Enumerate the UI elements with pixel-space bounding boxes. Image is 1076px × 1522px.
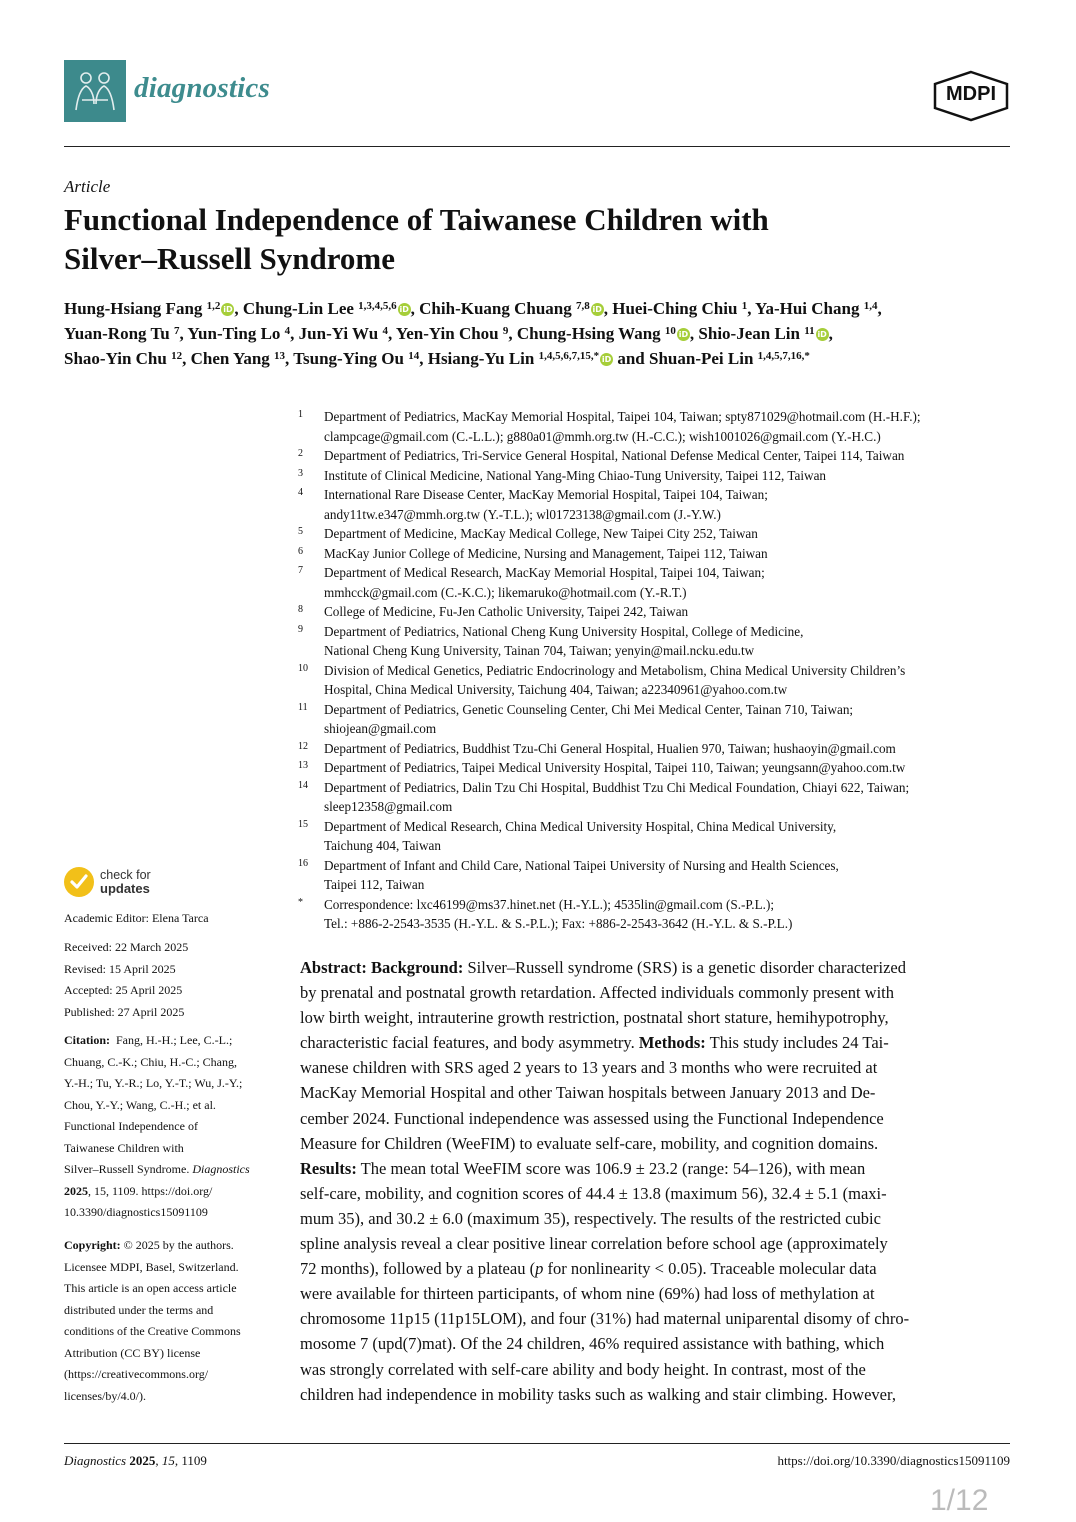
affiliation-text: sleep12358@gmail.com	[324, 799, 453, 814]
affiliation-text: Institute of Clinical Medicine, National Yang-Ming Chiao-Tung University, Taipei 112, Taiwan	[324, 467, 827, 483]
citation-text: Silver–Russell Syndrome.	[64, 1162, 190, 1176]
orcid-icon[interactable]: iD	[223, 305, 233, 314]
page-indicator: 1/12	[930, 1484, 989, 1517]
abstract-text: 72 months), followed by a plateau (	[300, 1259, 536, 1279]
affiliation-number: 3	[298, 467, 303, 479]
title-line: Functional Independence of Taiwanese Children with	[64, 202, 769, 237]
affiliation-number: 8	[298, 604, 303, 615]
affiliation-text: Department of Medical Research, China Medical University Hospital, China Medical University,	[324, 818, 837, 834]
footer-article-number: , 1109	[174, 1453, 207, 1468]
affiliation-number: 12	[298, 740, 308, 752]
academic-editor: Academic Editor: Elena Tarca	[64, 911, 209, 925]
affiliation-text: clampcage@gmail.com (C.-L.L.); g880a01@mmh.org.tw (H.-C.C.); wish1001026@gmail.com (Y.-H.C.)	[324, 428, 881, 444]
abstract-label: Abstract:	[300, 958, 367, 977]
orcid-icon[interactable]: iD	[678, 330, 689, 339]
author-name[interactable]: and Shuan-Pei Lin	[613, 349, 754, 368]
citation-text: Fang, H.-H.; Lee, C.-L.;	[116, 1033, 233, 1047]
abstract-text: chromosome 11p15 (11p15LOM), and four (31%) had maternal uniparental disomy of chro-	[300, 1309, 910, 1329]
affiliation-item	[298, 622, 1028, 661]
affiliation-text: mmhcck@gmail.com (C.-K.C.); likemaruko@hotmail.com (Y.-R.T.)	[324, 584, 687, 600]
affiliation-text: Taipei 112, Taiwan	[324, 877, 425, 892]
revised-date: Revised: 15 April 2025	[64, 961, 176, 976]
citation-text: Functional Independence of	[64, 1119, 198, 1133]
license-link[interactable]: (https://creativecommons.org/	[64, 1367, 209, 1381]
orcid-icon[interactable]: iD	[817, 330, 827, 339]
abstract-text: children had independence in mobility tasks such as walking and stair climbing. However,	[300, 1384, 896, 1404]
affiliation-number: 1	[298, 409, 303, 420]
journal-logo-icon	[64, 60, 126, 122]
citation-block	[64, 1030, 274, 1224]
footer-volume: 15	[161, 1453, 175, 1468]
author-line	[64, 346, 1024, 371]
copyright-label: Copyright:	[64, 1238, 121, 1252]
copyright-text: distributed under the terms and	[64, 1302, 214, 1317]
affiliation-text: andy11tw.e347@mmh.org.tw (Y.-T.L.); wl01723138@gmail.com (J.-Y.W.)	[324, 506, 721, 522]
abstract-text: cember 2024. Functional independence was assessed using the Functional Independence	[300, 1108, 884, 1128]
license-link[interactable]: licenses/by/4.0/).	[64, 1388, 146, 1403]
affiliation-number: 15	[298, 818, 308, 830]
affiliation-text: International Rare Disease Center, MacKay Memorial Hospital, Taipei 104, Taiwan;	[324, 487, 768, 502]
abstract-text: by prenatal and postnatal growth retardation. Affected individuals commonly present with	[300, 983, 894, 1003]
citation-text: Chuang, C.-K.; Chiu, H.-C.; Chang,	[64, 1054, 237, 1069]
affiliation-list	[298, 407, 1028, 934]
abstract-text: Silver–Russell syndrome (SRS) is a genetic disorder characterized	[467, 958, 906, 977]
abstract-text: mum 35), and 30.2 ± 6.0 (maximum 35), respectively. The results of the restricted cubic	[300, 1208, 881, 1228]
affiliation-number: *	[298, 896, 303, 908]
author-name[interactable]: , Hsiang-Yu Lin	[419, 349, 535, 368]
updates-label: updates	[100, 881, 150, 896]
footer-divider	[64, 1443, 1010, 1444]
abstract-text: characteristic facial features, and body asymmetry.	[300, 1033, 635, 1053]
header-divider	[64, 146, 1010, 147]
abstract-text: was strongly correlated with self-care ability and body height. In contrast, most of the	[300, 1359, 866, 1379]
abstract-text: MacKay Memorial Hospital and other Taiwan hospitals between January 2013 and De-	[300, 1083, 876, 1103]
footer-doi-link[interactable]: https://doi.org/10.3390/diagnostics15091109	[777, 1453, 1010, 1468]
abstract	[300, 955, 1020, 1407]
journal-logo	[64, 60, 126, 122]
affiliation-item	[298, 739, 1028, 759]
author-affiliation-sup: 10	[664, 325, 676, 337]
author-affiliation-sup: 4	[284, 325, 291, 337]
check-for-updates-button[interactable]	[100, 868, 151, 896]
affiliation-number: 4	[298, 487, 303, 498]
author-name[interactable]: , Shio-Jean Lin	[689, 324, 800, 343]
published-date: Published: 27 April 2025	[64, 1004, 185, 1019]
affiliation-text: Correspondence: lxc46199@ms37.hinet.net (H.-Y.L.); 4535lin@gmail.com (S.-P.L.);	[324, 896, 775, 912]
citation-text: Chou, Y.-Y.; Wang, C.-H.; et al.	[64, 1097, 216, 1112]
publication-dates	[64, 937, 274, 1023]
affiliation-text: Taichung 404, Taiwan	[324, 838, 441, 853]
copyright-text: conditions of the Creative Commons	[64, 1324, 241, 1338]
affiliation-item	[298, 446, 1028, 466]
abstract-text: The mean total WeeFIM score was 106.9 ± 23.2 (range: 54–126), with mean	[360, 1158, 866, 1178]
affiliation-text: shiojean@gmail.com	[324, 721, 437, 736]
abstract-text: This study includes 24 Tai-	[709, 1033, 889, 1053]
abstract-text: Measure for Children (WeeFIM) to evaluate self-care, mobility, and cognition domains.	[300, 1133, 879, 1153]
citation-label: Citation:	[64, 1033, 110, 1047]
author-affiliation-sup: 1	[741, 300, 748, 312]
affiliation-text: Hospital, China Medical University, Taichung 404, Taiwan; a22340961@yahoo.com.tw	[324, 682, 788, 697]
affiliation-text: Department of Infant and Child Care, National Taipei University of Nursing and Health Sciences,	[324, 857, 839, 873]
affiliation-text: Department of Pediatrics, MacKay Memorial Hospital, Taipei 104, Taiwan; spty871029@hotmail.com (H.-H.F.);	[324, 409, 921, 424]
abstract-text: were available for thirteen participants, of whom nine (69%) had loss of methylation at	[300, 1284, 875, 1304]
citation-doi-link[interactable]: 10.3390/diagnostics15091109	[64, 1205, 208, 1219]
author-name[interactable]: , Chung-Hsing Wang	[508, 324, 661, 343]
affiliation-item	[298, 856, 1028, 895]
author-name[interactable]: , Huei-Ching Chiu	[603, 299, 738, 318]
author-affiliation-sup: 7,8	[576, 300, 590, 312]
accepted-date: Accepted: 25 April 2025	[64, 983, 183, 997]
author-name[interactable]: Shao-Yin Chu	[64, 349, 167, 368]
citation-journal: Diagnostics	[192, 1162, 250, 1176]
affiliation-item	[298, 895, 1028, 934]
article-title	[64, 200, 964, 278]
abstract-text: p	[535, 1259, 544, 1279]
article-type: Article	[64, 177, 111, 196]
affiliation-text: Department of Medicine, MacKay Medical College, New Taipei City 252, Taiwan	[324, 526, 758, 541]
author-affiliation-sup: 13	[274, 350, 286, 362]
affiliation-number: 14	[298, 779, 308, 791]
author-affiliation-sup: 1,4,5,7,16,*	[757, 350, 810, 362]
author-list	[64, 296, 1024, 371]
title-line: Silver–Russell Syndrome	[64, 241, 395, 276]
author-name[interactable]: , Chih-Kuang Chuang	[410, 299, 572, 318]
affiliation-number: 10	[298, 662, 308, 674]
affiliation-item	[298, 485, 1028, 524]
affiliation-text: Department of Medical Research, MacKay Memorial Hospital, Taipei 104, Taiwan;	[324, 565, 765, 580]
abstract-text: spline analysis reveal a clear positive linear correlation before school age (approximately	[300, 1234, 888, 1254]
affiliation-text: Department of Pediatrics, Genetic Counseling Center, Chi Mei Medical Center, Tainan 710, Taiwan;	[324, 701, 854, 717]
footer-journal: Diagnostics	[64, 1453, 127, 1468]
affiliation-number: 6	[298, 545, 303, 557]
author-line	[64, 321, 1024, 346]
orcid-icon[interactable]: iD	[399, 305, 409, 314]
affiliation-text: Department of Pediatrics, Tri-Service General Hospital, National Defense Medical Center, Taipei 114, Taiwan	[324, 448, 905, 463]
footer-citation: Diagnostics 2025, 15, 1109	[64, 1453, 207, 1468]
author-affiliation-sup: 11	[804, 325, 815, 337]
author-affiliation-sup: 12	[171, 350, 183, 362]
author-affiliation-sup: 1,2	[206, 300, 221, 312]
affiliation-item	[298, 817, 1028, 856]
abstract-text: wanese children with SRS aged 2 years to 13 years and 3 months who were recruited at	[300, 1058, 878, 1078]
affiliation-number: 11	[298, 701, 308, 713]
abstract-text: low birth weight, intrauterine growth restriction, postnatal short stature, hemihypotrophy,	[300, 1008, 889, 1028]
author-affiliation-sup: 9	[502, 325, 509, 337]
author-affiliation-sup: 1,4	[863, 300, 878, 312]
citation-year: 2025	[64, 1183, 88, 1198]
abstract-text: mosome 7 (upd(7)mat). Of the 24 children, 46% required assistance with bathing, which	[300, 1334, 885, 1354]
affiliation-text: College of Medicine, Fu-Jen Catholic University, Taipei 242, Taiwan	[324, 604, 689, 619]
affiliation-item	[298, 661, 1028, 700]
author-separator: ,	[828, 324, 833, 343]
author-separator: ,	[877, 299, 882, 318]
affiliation-item	[298, 563, 1028, 602]
author-name[interactable]: , Chen Yang	[182, 349, 270, 368]
citation-doi-prefix[interactable]: , 15, 1109. https://doi.org/	[88, 1183, 213, 1198]
affiliation-item	[298, 778, 1028, 817]
author-name[interactable]: , Yun-Ting Lo	[179, 324, 281, 343]
check-for-updates-icon[interactable]	[64, 867, 94, 897]
citation-text: Y.-H.; Tu, Y.-R.; Lo, Y.-T.; Wu, J.-Y.;	[64, 1076, 243, 1090]
abstract-text: for nonlinearity < 0.05). Traceable molecular data	[543, 1259, 877, 1279]
abstract-section-label: Results:	[300, 1158, 357, 1178]
affiliation-item	[298, 602, 1028, 622]
author-line	[64, 296, 1024, 321]
affiliation-text: Department of Pediatrics, National Cheng Kung University Hospital, College of Medicine,	[324, 623, 804, 639]
affiliation-number: 7	[298, 565, 303, 576]
affiliation-text: MacKay Junior College of Medicine, Nursing and Management, Taipei 112, Taiwan	[324, 545, 768, 561]
check-for-updates-label: check for	[100, 868, 151, 882]
affiliation-text: National Cheng Kung University, Tainan 704, Taiwan; yenyin@mail.ncku.edu.tw	[324, 643, 755, 658]
citation-text: Taiwanese Children with	[64, 1140, 184, 1155]
affiliation-number: 9	[298, 623, 303, 635]
orcid-icon[interactable]: iD	[601, 355, 612, 364]
author-name[interactable]: , Yen-Yin Chou	[387, 324, 499, 343]
affiliation-number: 2	[298, 448, 303, 459]
affiliation-item	[298, 758, 1028, 778]
author-name[interactable]: , Tsung-Ying Ou	[285, 349, 404, 368]
affiliation-number: 5	[298, 526, 303, 537]
footer-year: 2025	[129, 1453, 156, 1468]
author-name[interactable]: , Chung-Lin Lee	[234, 299, 354, 318]
mdpi-logo-text: MDPI	[946, 83, 996, 105]
affiliation-text: Tel.: +886-2-2543-3535 (H.-Y.L. & S.-P.L.); Fax: +886-2-2543-3642 (H.-Y.L. & S.-P.L.)	[324, 916, 793, 931]
author-name[interactable]: , Jun-Yi Wu	[290, 324, 379, 343]
affiliation-item	[298, 466, 1028, 486]
affiliation-item	[298, 524, 1028, 544]
affiliation-item	[298, 544, 1028, 564]
copyright-text: This article is an open access article	[64, 1281, 237, 1295]
author-affiliation-sup: 14	[408, 350, 420, 362]
copyright-text: © 2025 by the authors.	[123, 1238, 234, 1252]
abstract-section-label: Background:	[371, 958, 464, 977]
affiliation-number: 16	[298, 857, 308, 869]
copyright-block	[64, 1235, 274, 1407]
affiliation-text: Department of Pediatrics, Dalin Tzu Chi Hospital, Buddhist Tzu Chi Medical Foundation, Chiayi 622, Taiwan;	[324, 779, 910, 795]
affiliation-item	[298, 700, 1028, 739]
affiliation-text: Division of Medical Genetics, Pediatric Endocrinology and Metabolism, China Medical University Children’s	[324, 662, 906, 678]
affiliation-text: Department of Pediatrics, Taipei Medical University Hospital, Taipei 110, Taiwan; yeungsann@yahoo.com.tw	[324, 760, 906, 775]
abstract-section-label: Methods:	[638, 1033, 706, 1053]
received-date: Received: 22 March 2025	[64, 940, 189, 954]
journal-name: diagnostics	[134, 72, 270, 104]
author-name[interactable]: Hung-Hsiang Fang	[64, 299, 203, 318]
copyright-text: Attribution (CC BY) license	[64, 1345, 201, 1360]
author-name[interactable]: , Ya-Hui Chang	[747, 299, 860, 318]
checkmark-icon	[64, 867, 94, 897]
mdpi-logo	[931, 70, 1011, 122]
copyright-text: Licensee MDPI, Basel, Switzerland.	[64, 1259, 239, 1274]
author-affiliation-sup: 4	[382, 325, 388, 337]
affiliation-number: 13	[298, 760, 308, 771]
author-affiliation-sup: 1,4,5,6,7,15,*	[538, 350, 600, 362]
orcid-icon[interactable]: iD	[592, 305, 602, 314]
author-name[interactable]: Yuan-Rong Tu	[64, 324, 170, 343]
author-affiliation-sup: 1,3,4,5,6	[358, 300, 397, 312]
affiliation-text: Department of Pediatrics, Buddhist Tzu-Chi General Hospital, Hualien 970, Taiwan; hushaoyin@gmail.com	[324, 740, 896, 756]
abstract-text: self-care, mobility, and cognition scores of 44.4 ± 13.8 (maximum 56), 32.4 ± 5.1 (maxi-	[300, 1183, 887, 1203]
affiliation-item	[298, 407, 1028, 446]
author-affiliation-sup: 7	[173, 325, 180, 337]
